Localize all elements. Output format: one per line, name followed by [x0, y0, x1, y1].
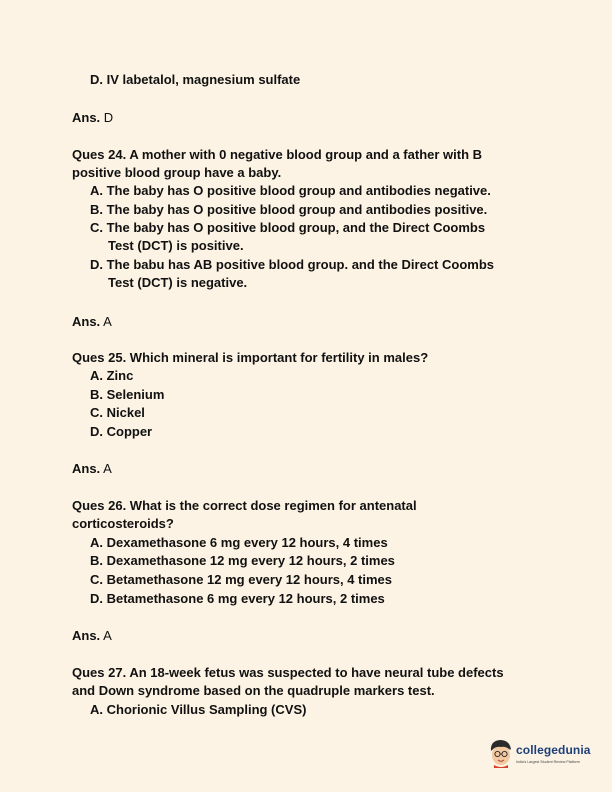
- answer-label: Ans.: [72, 628, 101, 643]
- q24-option-b: B. The baby has O positive blood group and antibodies positive.: [90, 202, 488, 217]
- logo-wordmark: collegedunia: [516, 743, 591, 757]
- q26-option-c: C. Betamethasone 12 mg every 12 hours, 4 times: [90, 572, 393, 587]
- q26-option-d: D. Betamethasone 6 mg every 12 hours, 2 times: [90, 591, 385, 606]
- prev-answer: [72, 109, 113, 126]
- q25-option-d: D. Copper: [90, 424, 153, 439]
- q25-answer: [72, 460, 112, 477]
- answer-label: Ans.: [72, 461, 101, 476]
- collegedunia-logo[interactable]: [488, 738, 598, 782]
- logo-tagline: India's Largest Student Review Platform: [516, 760, 580, 764]
- answer-label: Ans.: [72, 110, 101, 125]
- q24-stem-line2: positive blood group have a baby.: [72, 165, 282, 180]
- answer-value: A: [103, 461, 112, 476]
- mascot-face-icon: [488, 738, 514, 768]
- q24-option-d-line1: D. The babu has AB positive blood group. and the Direct Coombs: [90, 257, 494, 272]
- q26-answer: [72, 627, 112, 644]
- q25-option-a: A. Zinc: [90, 368, 134, 383]
- q27-option-a: A. Chorionic Villus Sampling (CVS): [90, 702, 307, 717]
- q26-option-b: B. Dexamethasone 12 mg every 12 hours, 2 times: [90, 553, 395, 568]
- q26-stem-line2: corticosteroids?: [72, 516, 174, 531]
- q24-option-a: A. The baby has O positive blood group and antibodies negative.: [90, 183, 491, 198]
- q24-option-c-line2: Test (DCT) is positive.: [108, 238, 244, 253]
- q27-stem-line1: Ques 27. An 18-week fetus was suspected to have neural tube defects: [72, 665, 504, 680]
- prev-option-d: D. IV labetalol, magnesium sulfate: [90, 72, 301, 87]
- q26-stem-line1: Ques 26. What is the correct dose regimen for antenatal: [72, 498, 417, 513]
- q24-stem-line1: Ques 24. A mother with 0 negative blood group and a father with B: [72, 147, 483, 162]
- q25-option-c: C. Nickel: [90, 405, 145, 420]
- q24-option-d-line2: Test (DCT) is negative.: [108, 275, 248, 290]
- q24-answer: [72, 313, 112, 330]
- answer-value: D: [103, 110, 114, 125]
- answer-value: A: [103, 628, 112, 643]
- q24-option-c-line1: C. The baby has O positive blood group, and the Direct Coombs: [90, 220, 486, 235]
- q25-option-b: B. Selenium: [90, 387, 165, 402]
- answer-value: A: [103, 314, 112, 329]
- answer-label: Ans.: [72, 314, 101, 329]
- q27-stem-line2: and Down syndrome based on the quadruple markers test.: [72, 683, 435, 698]
- q25-stem: Ques 25. Which mineral is important for fertility in males?: [72, 350, 429, 365]
- q26-option-a: A. Dexamethasone 6 mg every 12 hours, 4 times: [90, 535, 388, 550]
